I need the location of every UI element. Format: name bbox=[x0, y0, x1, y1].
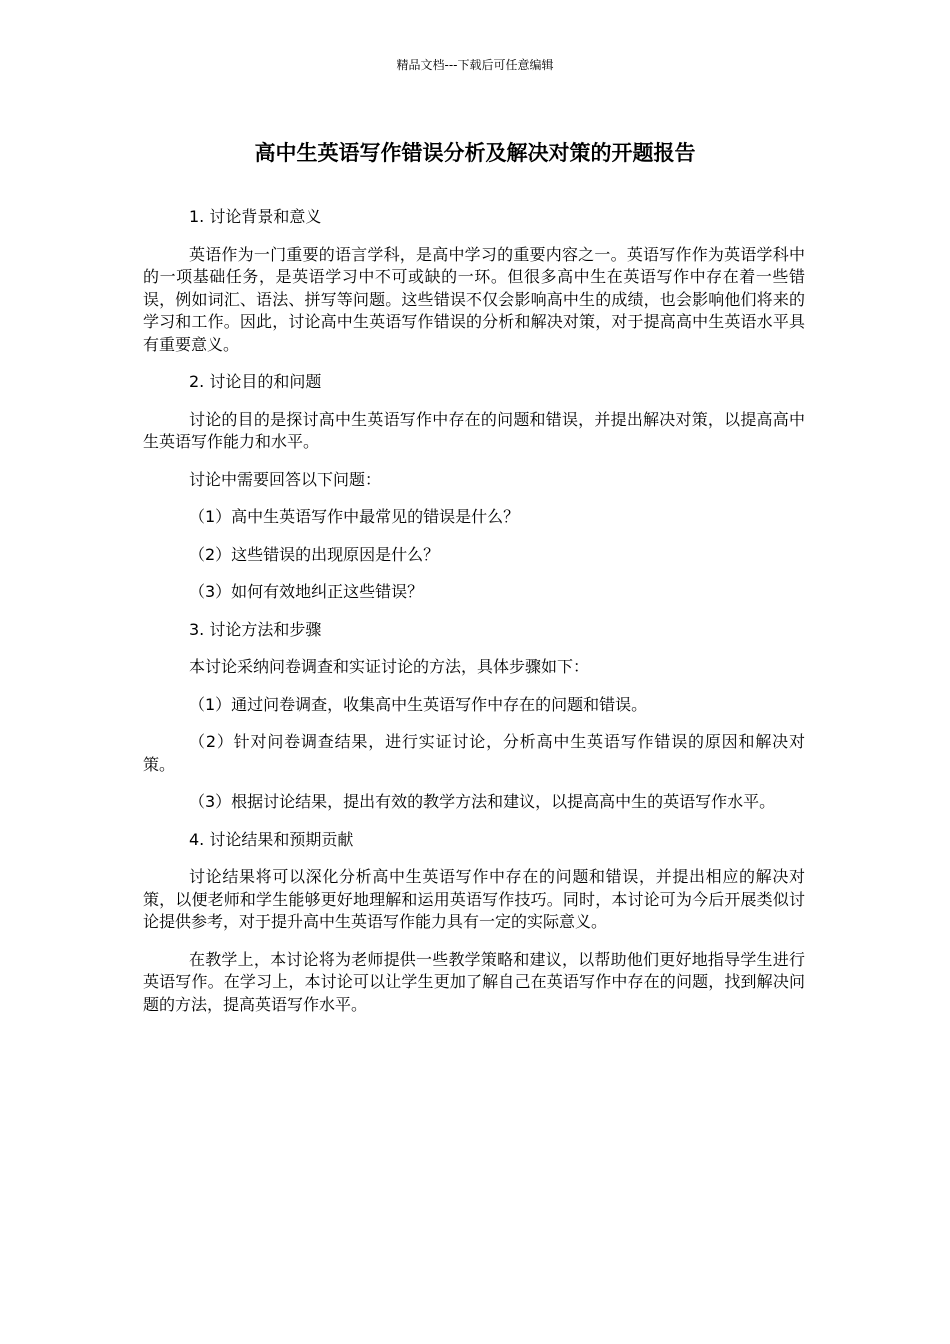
paragraph-purpose: 讨论的目的是探讨高中生英语写作中存在的问题和错误，并提出解决对策，以提高高中生英语写作能力和水平。 bbox=[143, 409, 805, 451]
section-heading-background: 1. 讨论背景和意义 bbox=[189, 207, 322, 226]
section-heading-purpose: 2. 讨论目的和问题 bbox=[189, 372, 322, 391]
list-item-step-1: （1）通过问卷调查，收集高中生英语写作中存在的问题和错误。 bbox=[189, 694, 648, 714]
section-heading-results: 4. 讨论结果和预期贡献 bbox=[189, 829, 354, 849]
list-item-question-2: （2）这些错误的出现原因是什么？ bbox=[189, 544, 440, 564]
paragraph-contribution: 在教学上，本讨论将为老师提供一些教学策略和建议，以帮助他们更好地指导学生进行英语写作。在学习上，本讨论可以让学生更加了解自己在英语写作中存在的问题，找到解决问题的方法，提高英语写作水平。 bbox=[143, 949, 805, 1014]
document-body bbox=[143, 206, 805, 1031]
list-item-step-3: （3）根据讨论结果，提出有效的教学方法和建议，以提高高中生的英语写作水平。 bbox=[189, 792, 776, 811]
paragraph-questions-intro: 讨论中需要回答以下问题： bbox=[189, 469, 382, 489]
paragraph-background: 英语作为一门重要的语言学科，是高中学习的重要内容之一。英语写作作为英语学科中的一项基础任务，是英语学习中不可或缺的一环。但很多高中生在英语写作中存在着一些错误，例如词汇、语法、拼写等问题。这些错误不仅会影响高中生的成绩，也会影响他们将来的学习和工作。因此，讨论高中生英语写作错误的分析和解决对策，对于提高高中生英语水平具有重要意义。 bbox=[143, 244, 805, 354]
list-item-question-1: （1）高中生英语写作中最常见的错误是什么？ bbox=[189, 507, 520, 526]
header-note: 精品文档---下载后可任意编辑 bbox=[396, 58, 554, 72]
paragraph-method-intro: 本讨论采纳问卷调查和实证讨论的方法，具体步骤如下： bbox=[189, 657, 590, 676]
document-title: 高中生英语写作错误分析及解决对策的开题报告 bbox=[254, 141, 696, 165]
paragraph-results: 讨论结果将可以深化分析高中生英语写作中存在的问题和错误，并提出相应的解决对策，以便老师和学生能够更好地理解和运用英语写作技巧。同时，本讨论可为今后开展类似讨论提供参考，对于提升高中生英语写作能力具有一定的实际意义。 bbox=[143, 867, 805, 931]
section-heading-method: 3. 讨论方法和步骤 bbox=[189, 619, 322, 639]
list-item-question-3: （3）如何有效地纠正这些错误？ bbox=[189, 582, 424, 601]
list-item-step-2: （2）针对问卷调查结果，进行实证讨论，分析高中生英语写作错误的原因和解决对策。 bbox=[143, 732, 805, 774]
